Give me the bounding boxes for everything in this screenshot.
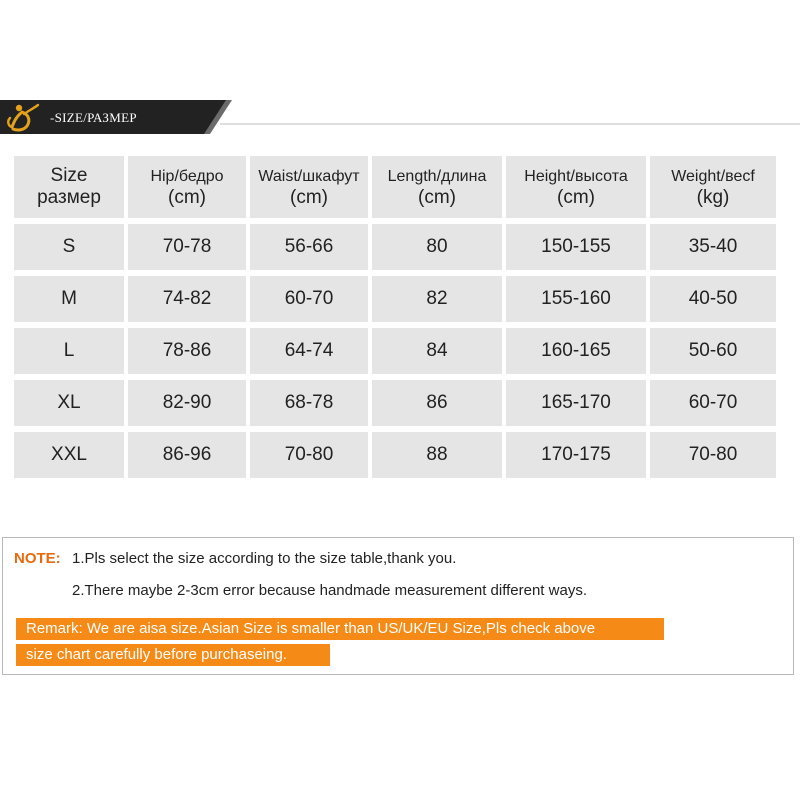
hip-cell: 86-96 — [128, 432, 246, 478]
header-hip-label: Hip/бедро — [150, 167, 224, 185]
header-length-unit: (cm) — [418, 186, 456, 208]
header-weight-label: Weight/весf — [671, 167, 755, 185]
note-label: NOTE: — [14, 550, 61, 567]
table-row — [14, 432, 776, 478]
banner-title: -SIZE/РАЗМЕР — [50, 110, 137, 125]
table-row — [14, 224, 776, 270]
remark-line-2: size chart carefully before purchaseing. — [16, 644, 330, 666]
table-row — [14, 328, 776, 374]
note-line-1: 1.Pls select the size according to the size table,thank you. — [72, 550, 457, 567]
hip-cell: 70-78 — [128, 224, 246, 270]
weight-cell: 50-60 — [650, 328, 776, 374]
header-weight — [650, 156, 776, 218]
table-row — [14, 276, 776, 322]
table-header-row — [14, 156, 776, 218]
hip-cell: 78-86 — [128, 328, 246, 374]
weight-cell: 40-50 — [650, 276, 776, 322]
weight-cell: 70-80 — [650, 432, 776, 478]
size-banner — [0, 96, 800, 140]
length-cell: 80 — [372, 224, 502, 270]
header-height-label: Height/высота — [524, 167, 628, 185]
size-cell: XXL — [14, 432, 124, 478]
size-cell: M — [14, 276, 124, 322]
length-cell: 88 — [372, 432, 502, 478]
hip-cell: 74-82 — [128, 276, 246, 322]
note-line-2: 2.There maybe 2-3cm error because handmade measurement different ways. — [72, 582, 587, 599]
header-waist — [250, 156, 368, 218]
weight-cell: 35-40 — [650, 224, 776, 270]
height-cell: 170-175 — [506, 432, 646, 478]
header-length — [372, 156, 502, 218]
waist-cell: 56-66 — [250, 224, 368, 270]
header-size-label: Size — [50, 165, 88, 186]
header-size-sublabel: размер — [37, 187, 101, 208]
header-hip — [128, 156, 246, 218]
length-cell: 84 — [372, 328, 502, 374]
height-cell: 150-155 — [506, 224, 646, 270]
size-cell: S — [14, 224, 124, 270]
waist-cell: 68-78 — [250, 380, 368, 426]
size-chart-table — [10, 150, 780, 484]
header-hip-unit: (cm) — [168, 186, 206, 208]
waist-cell: 60-70 — [250, 276, 368, 322]
header-height-unit: (cm) — [557, 186, 595, 208]
remark-line-1: Remark: We are aisa size.Asian Size is smaller than US/UK/EU Size,Pls check above — [16, 618, 664, 640]
waist-cell: 70-80 — [250, 432, 368, 478]
size-cell: XL — [14, 380, 124, 426]
height-cell: 155-160 — [506, 276, 646, 322]
waist-cell: 64-74 — [250, 328, 368, 374]
table-row — [14, 380, 776, 426]
header-weight-unit: (kg) — [696, 186, 730, 208]
header-length-label: Length/длина — [387, 167, 487, 185]
note-box — [2, 537, 794, 675]
length-cell: 86 — [372, 380, 502, 426]
hip-cell: 82-90 — [128, 380, 246, 426]
height-cell: 165-170 — [506, 380, 646, 426]
height-cell: 160-165 — [506, 328, 646, 374]
header-height — [506, 156, 646, 218]
header-waist-label: Waist/шкафут — [258, 167, 360, 185]
size-cell: L — [14, 328, 124, 374]
weight-cell: 60-70 — [650, 380, 776, 426]
header-waist-unit: (cm) — [290, 186, 328, 208]
length-cell: 82 — [372, 276, 502, 322]
header-size — [14, 156, 124, 218]
